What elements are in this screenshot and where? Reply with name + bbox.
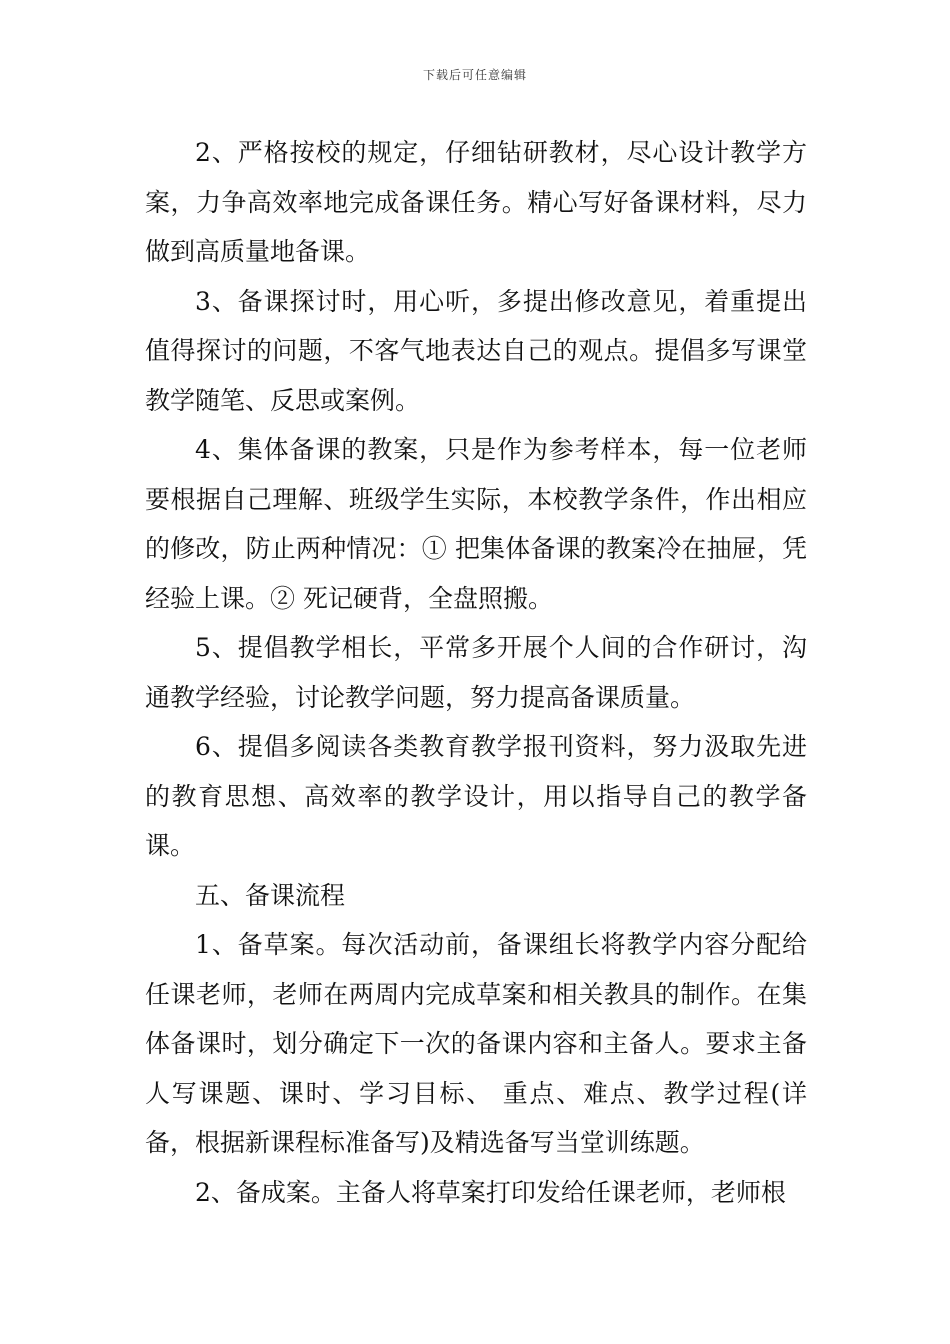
paragraph-2: 2、严格按校的规定，仔细钻研教材，尽心设计教学方案，力争高效率地完成备课任务。精心写好备课材料，尽力做到高质量地备课。 <box>145 138 807 266</box>
header-note: 下载后可任意编辑 <box>422 68 527 82</box>
paragraph-3: 3、备课探讨时，用心听，多提出修改意见，着重提出值得探讨的问题，不客气地表达自己的观点。提倡多写课堂教学随笔、反思或案例。 <box>145 286 807 415</box>
paragraph-flow-2: 2、备成案。主备人将草案打印发给任课老师，老师根 <box>195 1177 786 1207</box>
paragraph-flow-1: 1、备草案。每次活动前，备课组长将教学内容分配给任课老师，老师在两周内完成草案和相关教具的制作。在集体备课时，划分确定下一次的备课内容和主备人。要求主备人写课题、课时、学习目标、 重点、难点、教学过程(详备，根据新课程标准备写)及精选备写当堂训练题。 <box>145 930 807 1157</box>
document-body <box>145 128 807 1217</box>
paragraph-4: 4、集体备课的教案，只是作为参考样本，每一位老师要根据自己理解、班级学生实际，本校教学条件，作出相应的修改，防止两种情况：① 把集体备课的教案冷在抽屉，凭经验上课。② 死记硬背，全盘照搬。 <box>145 435 807 613</box>
paragraph-5: 5、提倡教学相长，平常多开展个人间的合作研讨，沟通教学经验，讨论教学问题，努力提高备课质量。 <box>145 633 807 712</box>
section-heading-5: 五、备课流程 <box>195 880 346 910</box>
paragraph-6: 6、提倡多阅读各类教育教学报刊资料，努力汲取先进的教育思想、高效率的教学设计，用以指导自己的教学备课。 <box>145 732 807 860</box>
